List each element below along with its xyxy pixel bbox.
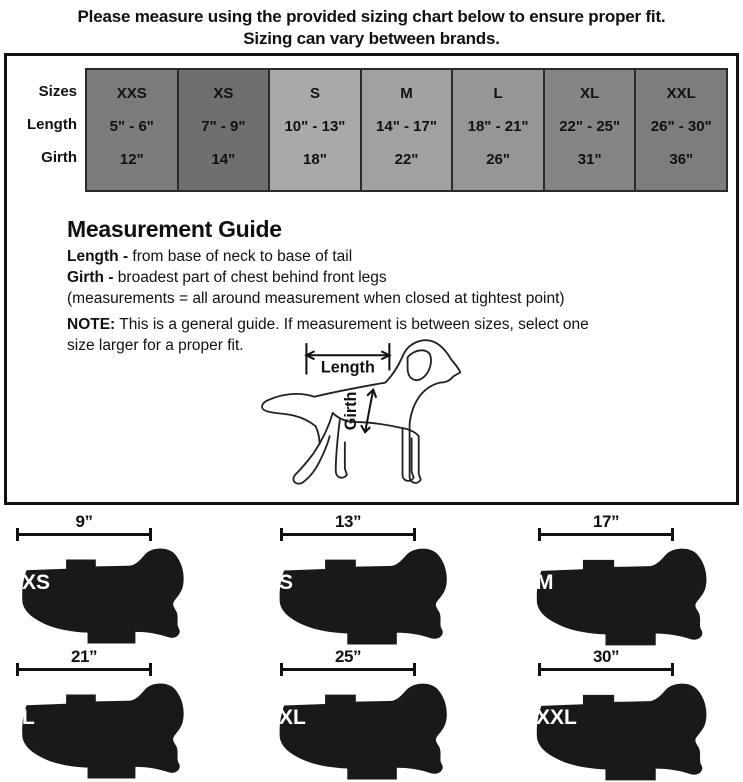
size-name: XXS bbox=[116, 85, 147, 102]
back-length-measure bbox=[16, 513, 152, 536]
guide-girth-definition bbox=[67, 267, 726, 288]
coat-silhouette bbox=[10, 676, 208, 780]
coat-size-label: M bbox=[536, 571, 554, 594]
coat-cell-xl bbox=[247, 648, 494, 781]
back-length-value: 13” bbox=[335, 512, 361, 531]
back-length-measure bbox=[280, 513, 416, 536]
back-length-value: 21” bbox=[71, 647, 97, 666]
back-length-measure bbox=[16, 648, 152, 671]
measurement-guide-title: Measurement Guide bbox=[67, 216, 282, 242]
back-length-value: 17” bbox=[593, 512, 619, 531]
size-length: 18" - 21" bbox=[467, 118, 529, 135]
measure-line bbox=[16, 668, 152, 671]
size-column-s bbox=[270, 70, 360, 190]
size-length: 26" - 30" bbox=[650, 118, 712, 135]
size-girth: 31" bbox=[577, 151, 602, 168]
coat-size-label: XL bbox=[279, 706, 306, 729]
size-girth: 14" bbox=[211, 151, 236, 168]
dog-ear bbox=[408, 350, 431, 380]
coat-size-label: XXL bbox=[536, 706, 577, 729]
dog-front-leg bbox=[403, 428, 419, 481]
guide-length-term: Length - bbox=[67, 248, 129, 265]
size-name: S bbox=[309, 85, 320, 102]
measure-line bbox=[280, 533, 416, 536]
size-table bbox=[17, 68, 728, 192]
coat-cell-s bbox=[247, 513, 494, 646]
size-name: L bbox=[493, 85, 503, 102]
row-label-length: Length bbox=[27, 116, 77, 133]
coat-silhouette bbox=[524, 541, 732, 647]
measure-line bbox=[538, 533, 674, 536]
size-girth: 36" bbox=[669, 151, 694, 168]
coat-size-label: XS bbox=[22, 571, 51, 594]
size-column-xl bbox=[545, 70, 635, 190]
guide-paren-note: (measurements = all around measurement when closed at tightest point) bbox=[67, 290, 565, 307]
size-column-xs bbox=[179, 70, 269, 190]
back-length-value: 9” bbox=[75, 512, 93, 531]
size-girth: 22" bbox=[394, 151, 419, 168]
diagram-length-label: Length bbox=[320, 358, 375, 377]
measure-line bbox=[16, 533, 152, 536]
size-length: 5" - 6" bbox=[109, 118, 154, 135]
header-note-line1: Please measure using the provided sizing chart below to ensure proper fit. bbox=[77, 7, 666, 26]
dog-measurement-diagram bbox=[255, 332, 545, 504]
size-length: 10" - 13" bbox=[284, 118, 346, 135]
guide-girth-desc: broadest part of chest behind front legs bbox=[113, 269, 387, 286]
measure-line bbox=[280, 668, 416, 671]
coat-cell-xs bbox=[0, 513, 247, 646]
row-label-girth: Girth bbox=[41, 149, 77, 166]
back-length-measure bbox=[538, 648, 674, 671]
size-name: M bbox=[400, 85, 413, 102]
back-length-measure bbox=[280, 648, 416, 671]
guide-note-desc: This is a general guide. If measurement is between sizes, select one bbox=[115, 316, 589, 333]
size-length: 14" - 17" bbox=[376, 118, 437, 135]
coat-size-label: L bbox=[22, 706, 35, 729]
coat-cell-xxl bbox=[494, 648, 743, 781]
size-column-l bbox=[453, 70, 543, 190]
back-length-value: 25” bbox=[335, 647, 361, 666]
guide-note-term: NOTE: bbox=[67, 316, 116, 333]
row-label-sizes: Sizes bbox=[38, 83, 77, 100]
size-table-row-labels bbox=[17, 68, 85, 192]
size-column-xxs bbox=[87, 70, 177, 190]
header-note bbox=[0, 0, 743, 50]
dog-tail bbox=[262, 394, 315, 426]
dog-head bbox=[385, 340, 460, 483]
girth-arrow-line bbox=[365, 390, 373, 432]
coat-size-grid bbox=[0, 513, 743, 781]
back-length-measure bbox=[538, 513, 674, 536]
size-girth: 18" bbox=[303, 151, 327, 168]
guide-length-definition bbox=[67, 246, 726, 267]
size-length: 7" - 9" bbox=[201, 118, 246, 135]
size-column-xxl bbox=[636, 70, 726, 190]
size-table-columns bbox=[85, 68, 728, 192]
dog-outline-drawing bbox=[255, 332, 545, 504]
diagram-girth-label: Girth bbox=[341, 391, 360, 431]
coat-cell-m bbox=[494, 513, 743, 646]
sizing-chart-box bbox=[4, 53, 739, 505]
guide-note-line2: size larger for a proper fit. bbox=[67, 337, 244, 354]
size-name: XXL bbox=[666, 85, 696, 102]
coat-silhouette bbox=[267, 541, 472, 646]
size-girth: 26" bbox=[486, 151, 510, 168]
size-length: 22" - 25" bbox=[559, 118, 621, 135]
header-note-line2: Sizing can vary between brands. bbox=[243, 29, 500, 48]
dog-rump-line bbox=[316, 426, 320, 444]
back-length-value: 30” bbox=[593, 647, 619, 666]
coat-cell-l bbox=[0, 648, 247, 781]
coat-size-label: S bbox=[279, 571, 294, 594]
size-girth: 12" bbox=[119, 151, 144, 168]
guide-length-desc: from base of neck to base of tail bbox=[128, 248, 353, 265]
measure-line bbox=[538, 668, 674, 671]
size-column-m bbox=[362, 70, 452, 190]
size-name: XS bbox=[213, 85, 234, 102]
guide-girth-term: Girth - bbox=[67, 269, 114, 286]
size-name: XL bbox=[580, 85, 600, 102]
